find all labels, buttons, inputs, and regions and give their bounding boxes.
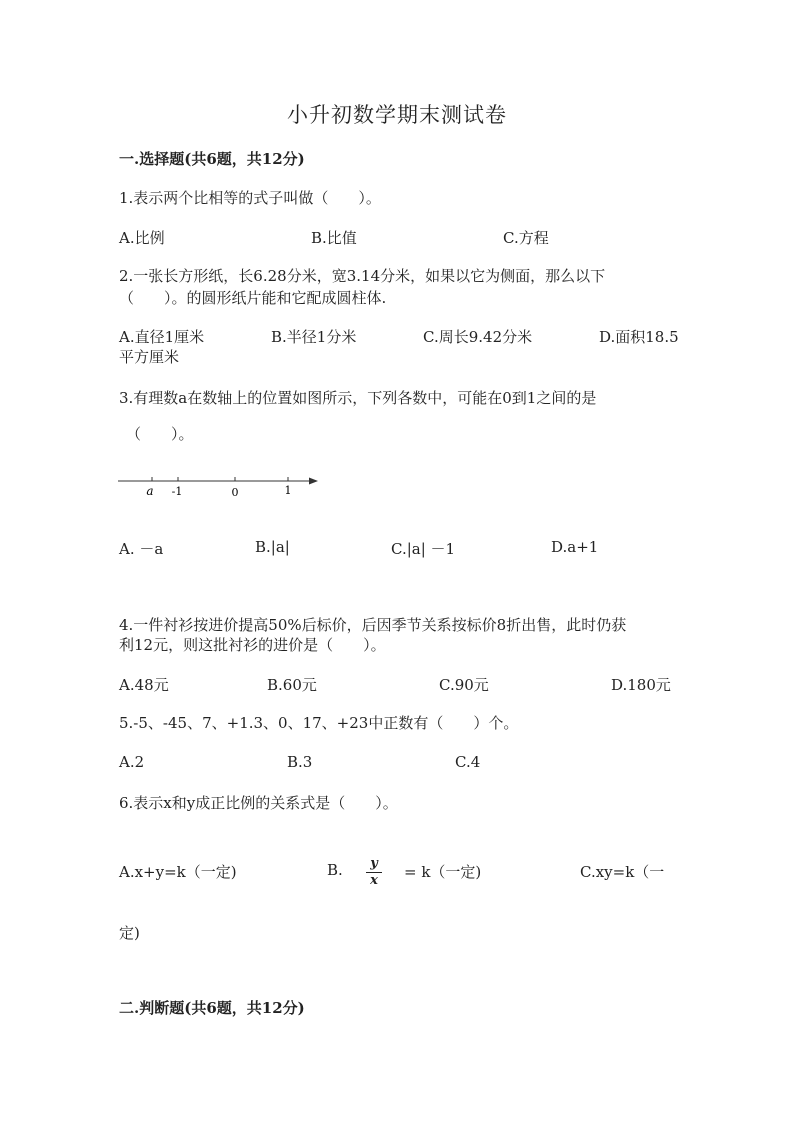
question-1-option-c: C.方程 — [503, 229, 549, 247]
question-3-option-a: A. －a — [119, 540, 164, 558]
question-2-option-b: B.半径1分米 — [271, 328, 357, 346]
label-a: a — [146, 484, 154, 498]
question-4-stem-line1: 4.一件衬衫按进价提高50%后标价，后因季节关系按标价8折出售，此时仍获 — [119, 616, 627, 634]
label-0: 0 — [231, 486, 239, 499]
question-2-stem-line1: 2.一张长方形纸，长6.28分米，宽3.14分米，如果以它为侧面，那么以下 — [119, 267, 606, 285]
question-4-option-a: A.48元 — [119, 676, 169, 694]
question-6-stem: 6.表示x和y成正比例的关系式是（ ）。 — [119, 794, 398, 812]
fraction-y-over-x — [366, 857, 382, 888]
question-2-option-d: D.面积18.5 — [599, 328, 679, 346]
question-4-option-b: B.60元 — [267, 676, 317, 694]
question-5-option-a: A.2 — [119, 753, 145, 771]
question-1-option-a: A.比例 — [119, 229, 165, 247]
question-6-option-b: B. — [327, 861, 343, 879]
number-line-figure — [115, 470, 325, 502]
question-1-option-b: B.比值 — [311, 229, 357, 247]
label-1: 1 — [284, 484, 292, 497]
question-1-stem: 1.表示两个比相等的式子叫做（ ）。 — [119, 189, 381, 207]
fraction-numerator: y — [370, 856, 378, 871]
fraction-denominator: x — [370, 873, 378, 888]
question-3-stem-line2: （ ）。 — [126, 425, 194, 443]
question-4-option-d: D.180元 — [611, 676, 671, 694]
question-6-option-b-equation: = k（一定) — [404, 863, 482, 881]
question-3-option-d: D.a+1 — [551, 538, 599, 556]
question-4-option-c: C.90元 — [439, 676, 489, 694]
number-line-arrow-icon — [309, 478, 318, 485]
question-2-option-a: A.直径1厘米 — [119, 328, 205, 346]
question-5-option-b: B.3 — [287, 753, 313, 771]
section-heading-choice: 一.选择题(共6题，共12分) — [119, 150, 305, 168]
question-3-option-b: B.|a| — [255, 538, 290, 556]
question-2-stem-line2: （ ）。的圆形纸片能和它配成圆柱体. — [119, 289, 387, 307]
question-6-option-c: C.xy=k（一 — [580, 863, 665, 881]
question-4-stem-line2: 利12元，则这批衬衫的进价是（ ）。 — [119, 636, 386, 654]
question-2-option-d-wrap: 平方厘米 — [119, 348, 180, 366]
question-6-option-c-wrap: 定) — [119, 924, 140, 942]
question-6-option-a: A.x+y=k（一定) — [119, 863, 237, 881]
question-3-option-c: C.|a| －1 — [391, 540, 456, 558]
page-title: 小升初数学期末测试卷 — [287, 103, 507, 127]
question-5-option-c: C.4 — [455, 753, 481, 771]
question-3-stem-line1: 3.有理数a在数轴上的位置如图所示，下列各数中，可能在0到1之间的是 — [119, 389, 597, 407]
question-2-option-c: C.周长9.42分米 — [423, 328, 533, 346]
label-minus-1: -1 — [171, 485, 183, 498]
section-heading-judgement: 二.判断题(共6题，共12分) — [119, 999, 305, 1017]
question-5-stem: 5.-5、-45、7、+1.3、0、17、+23中正数有（ ）个。 — [119, 714, 519, 732]
